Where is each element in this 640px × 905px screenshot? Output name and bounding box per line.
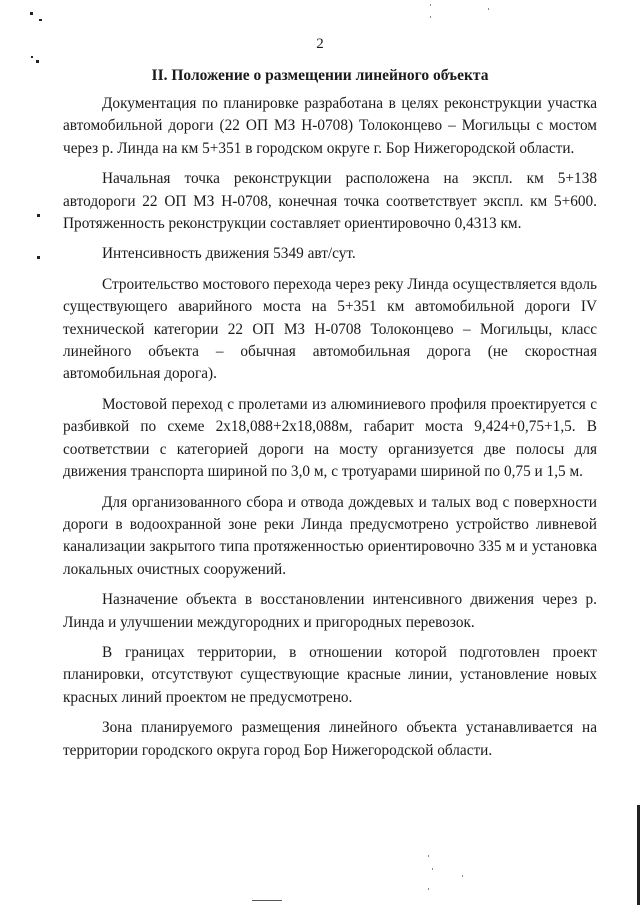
paragraph-red-lines: В границах территории, в отношении которой подготовлен проект планировки, отсутствуют существующие красные линии, установление новых красных линий проектом не предусмотрено. — [63, 643, 597, 706]
paragraph-bridge-construction: Строительство мостового перехода через реку Линда осуществляется вдоль существующего аварийного моста на 5+351 км автомобильной дороги IV технической категории 22 ОП МЗ Н-0708 Толоконцево – Могильцы, класс линейного объекта – обычная автомобильная дорога (не скоростная автомобильная дорога). — [63, 275, 597, 383]
page-number: 2 — [316, 36, 324, 52]
paragraph-bridge-design: Мостовой переход с пролетами из алюминиевого профиля проектируется с разбивкой по схеме 2х18,088+2х18,088м, габарит моста 9,424+0,75+1,5. В соответствии с категорией дороги на мосту организуется две полосы для движения транспорта шириной по 3,0 м, с тротуарами шириной по 0,75 и 1,5 м. — [63, 395, 597, 481]
paragraph-start-end-points: Начальная точка реконструкции расположена на экспл. км 5+138 автодороги 22 ОП МЗ Н-0708, конечная точка соответствует экспл. км 5+600. Протяженность реконструкции составляет ориентировочно 0,4313 км. — [63, 170, 597, 233]
paragraph-drainage: Для организованного сбора и отвода дождевых и талых вод с поверхности дороги в водоохранной зоне реки Линда предусмотрено устройство ливневой канализации закрытого типа протяженностью ориентировочно 335 м и установка локальных очистных сооружений. — [63, 493, 597, 578]
section-heading: II. Положение о размещении линейного объекта — [151, 67, 489, 84]
paragraph-object-purpose: Назначение объекта в восстановлении интенсивного движения через р. Линда и улучшении междугородних и пригородных перевозок. — [63, 591, 597, 631]
document-body — [63, 93, 597, 770]
paragraph-placement-zone: Зона планируемого размещения линейного объекта устанавливается на территории городского округа город Бор Нижегородской области. — [63, 719, 597, 759]
footer-dash — [252, 900, 282, 901]
paragraph-purpose: Документация по планировке разработана в целях реконструкции участка автомобильной дороги (22 ОП МЗ Н-0708) Толоконцево – Могильцы с мостом через р. Линда на км 5+351 в городском округе г. Бор Нижегородской области. — [63, 95, 597, 157]
paragraph-traffic-intensity: Интенсивность движения 5349 авт/сут. — [102, 245, 356, 263]
